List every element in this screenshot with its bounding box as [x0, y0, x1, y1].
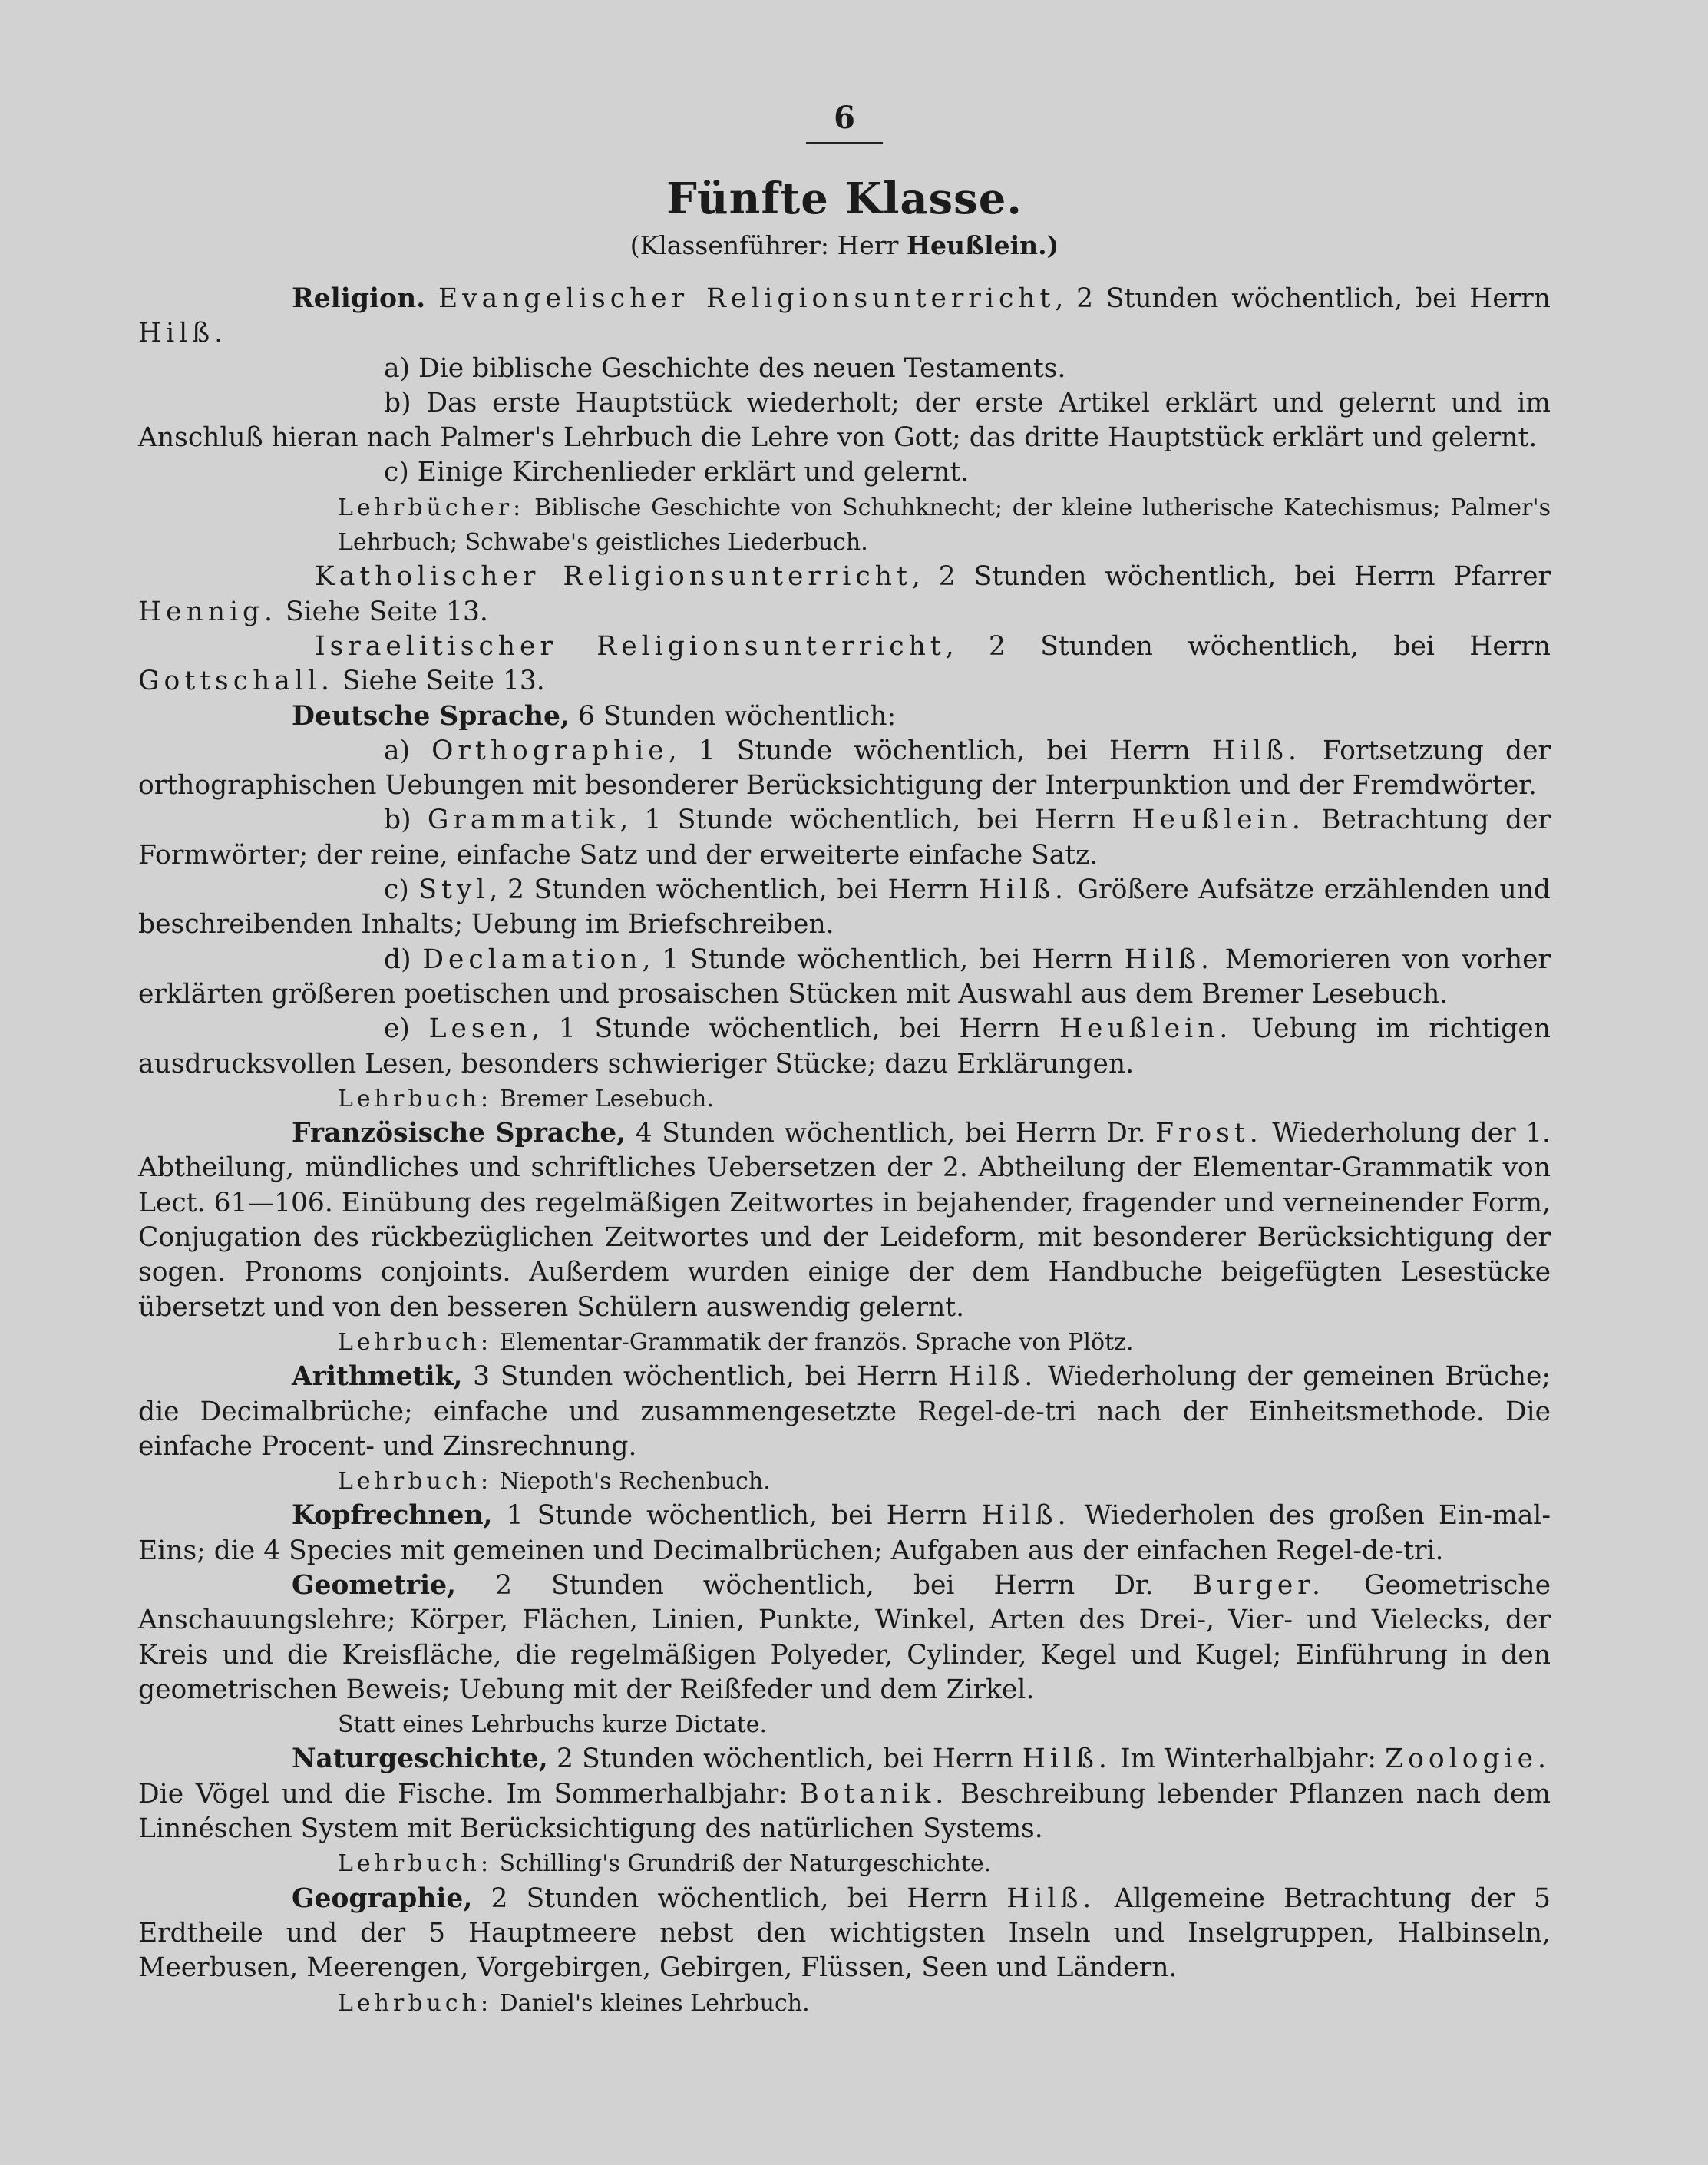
- arithmetic-textbook: [138, 1464, 1551, 1499]
- geography-textbook: [138, 1986, 1551, 2021]
- teacher-name: Hilß.: [1124, 944, 1214, 975]
- section-mental-arithmetic: [138, 1499, 1551, 1568]
- textbook-text: Daniel's kleines Lehrbuch.: [492, 1989, 810, 2017]
- natural-history-heading: [138, 1742, 1551, 1846]
- german-item-a: [138, 734, 1551, 804]
- religion-item-c: c) Einige Kirchenlieder erklärt und gelernt.: [384, 457, 970, 488]
- religion-heading: [138, 282, 1551, 352]
- teacher-name: Heußlein.: [1132, 805, 1305, 836]
- german-item-d: [138, 943, 1551, 1013]
- course-hours: , 2 Stunden wöchentlich, bei Herrn Pfarrer: [911, 561, 1551, 593]
- israelite-religion: [138, 630, 1551, 699]
- course-description: Beschreibung lebender Pflanzen nach dem Linnéschen System mit Berücksichtigung des natürlichen Systems.: [138, 1778, 1551, 1845]
- geometry-heading: [138, 1568, 1551, 1707]
- course-description: Wiederholung der 1. Abtheilung, mündliches und schriftliches Uebersetzen der 2. Abtheilung der Elementar-Grammatik von Lect. 61—106. Einübung des regelmäßigen Zeitwortes in bejahender, fragender und verneinender Form, Conjugation des rückbezüglichen Zeitwortes und der Leideform, mit besonderer Berücksichtigung der sogen. Pronoms conjoints. Außerdem wurden einige der dem Handbuche beigefügten Lesestücke übersetzt und von den besseren Schülern auswendig gelernt.: [138, 1118, 1551, 1323]
- item-marker: d): [384, 944, 423, 975]
- catholic-religion: [138, 560, 1551, 630]
- natural-history-textbook: [138, 1846, 1551, 1881]
- class-leader-prefix: (Klassenführer: Herr: [629, 230, 907, 260]
- section-religion: [138, 282, 1551, 699]
- item-marker: a): [384, 735, 432, 766]
- subject-label: Geographie,: [292, 1882, 473, 1914]
- german-item-e: [138, 1012, 1551, 1082]
- course-hours: , 1 Stunde wöchentlich, bei Herrn: [642, 944, 1125, 975]
- class-leader-name: Heußlein.): [906, 230, 1059, 260]
- section-french: [138, 1116, 1551, 1360]
- section-geography: [138, 1882, 1551, 2021]
- german-item-c: [138, 873, 1551, 943]
- french-textbook: [138, 1325, 1551, 1360]
- page-number-rule: [806, 142, 883, 144]
- french-heading: [138, 1116, 1551, 1325]
- teacher-name: Hilß.: [948, 1361, 1038, 1393]
- teacher-name: Hilß.: [1211, 735, 1301, 766]
- item-marker: b): [384, 805, 428, 836]
- course-description: Im Winterhalbjahr:: [1111, 1744, 1386, 1775]
- subject-label: Deutsche Sprache,: [292, 700, 570, 732]
- course-name: Evangelischer Religionsunterricht: [438, 283, 1056, 314]
- course-name: Katholischer Religionsunterricht: [315, 561, 912, 593]
- textbook-label: Lehrbücher:: [338, 494, 525, 521]
- religion-item-b: b) Das erste Hauptstück wiederholt; der erste Artikel erklärt und gelernt und im Anschluß hieran nach Palmer's Lehrbuch die Lehre von Gott; das dritte Hauptstück erklärt und gelernt.: [138, 387, 1551, 454]
- item-text: Größere Aufsätze erzählenden und beschreibenden Inhalts; Uebung im Briefschreiben.: [138, 874, 1551, 940]
- course-name: Declamation: [422, 944, 643, 975]
- course-hours: 1 Stunde wöchentlich, bei Herrn: [492, 1500, 982, 1532]
- course-description: Die Vögel und die Fische. Im Sommerhalbjahr:: [138, 1778, 800, 1810]
- teacher-name: Hilß.: [1006, 1882, 1096, 1914]
- subject-label: Naturgeschichte,: [292, 1744, 548, 1775]
- section-arithmetic: [138, 1360, 1551, 1499]
- class-title: Fünfte Klasse.: [666, 174, 1022, 224]
- course-description: Allgemeine Betrachtung der 5 Erdtheile und der 5 Hauptmeere nebst den wichtigsten Inseln und Inselgruppen, Halbinseln, Meerbusen, Meerengen, Vorgebirgen, Gebirgen, Flüssen, Seen und Ländern.: [138, 1882, 1551, 1984]
- item-marker: e): [384, 1013, 429, 1045]
- course-description: Wiederholung der gemeinen Brüche; die Decimalbrüche; einfache und zusammengesetzte Regel-de-tri nach der Einheitsmethode. Die einfache Procent- und Zinsrechnung.: [138, 1361, 1551, 1462]
- subject-label: Arithmetik,: [292, 1361, 463, 1393]
- teacher-name: Hennig.: [138, 596, 278, 627]
- religion-item-a: a) Die biblische Geschichte des neuen Testaments.: [384, 352, 1066, 384]
- course-name: Israelitischer Religionsunterricht: [315, 630, 946, 662]
- class-leader: [138, 230, 1551, 260]
- course-hours: 2 Stunden wöchentlich, bei Herrn: [472, 1882, 1007, 1914]
- item-text: Uebung im richtigen ausdrucksvollen Lesen, besonders schwieriger Stücke; dazu Erklärungen.: [138, 1013, 1551, 1079]
- course-hours: , 1 Stunde wöchentlich, bei Herrn: [531, 1013, 1059, 1045]
- course-hours: 3 Stunden wöchentlich, bei Herrn: [462, 1361, 949, 1393]
- see-reference: Siehe Seite 13.: [277, 596, 488, 627]
- course-hours: , 2 Stunden wöchentlich, bei Herrn: [489, 874, 979, 906]
- subject-label: Religion.: [292, 283, 426, 314]
- textbook-label: Lehrbuch:: [338, 1085, 493, 1112]
- section-natural-history: [138, 1742, 1551, 1881]
- item-marker: c): [384, 874, 419, 906]
- german-textbook: [138, 1082, 1551, 1116]
- course-hours: , 1 Stunde wöchentlich, bei Herrn: [668, 735, 1212, 766]
- teacher-name: Hilß.: [981, 1500, 1071, 1532]
- geometry-note: Statt eines Lehrbuchs kurze Dictate.: [338, 1711, 768, 1739]
- page-number: 6: [834, 100, 855, 136]
- textbook-label: Lehrbuch:: [338, 1468, 493, 1496]
- course-name: Lesen: [428, 1013, 532, 1045]
- teacher-name: Frost.: [1155, 1118, 1263, 1149]
- course-hours: 4 Stunden wöchentlich, bei Herrn Dr.: [626, 1118, 1155, 1149]
- textbook-label: Lehrbuch:: [338, 1328, 493, 1356]
- teacher-name: Burger.: [1192, 1569, 1325, 1601]
- german-heading: [138, 699, 1551, 734]
- see-reference: Siehe Seite 13.: [333, 666, 545, 697]
- mental-arithmetic-heading: [138, 1499, 1551, 1568]
- item-text: Betrachtung der Formwörter; der reine, einfache Satz und der erweiterte einfache Satz.: [138, 805, 1551, 871]
- course-hours: 2 Stunden wöchentlich, bei Herrn Dr.: [456, 1569, 1193, 1601]
- teacher-name: Gottschall.: [138, 666, 334, 697]
- course-hours: , 1 Stunde wöchentlich, bei Herrn: [619, 805, 1132, 836]
- section-geometry: [138, 1568, 1551, 1742]
- subject-label: Französische Sprache,: [292, 1118, 626, 1149]
- german-item-b: [138, 803, 1551, 873]
- course-hours: 6 Stunden wöchentlich:: [569, 700, 897, 732]
- teacher-name: Heußlein.: [1059, 1013, 1233, 1045]
- topic-zoology: Zoologie.: [1385, 1744, 1551, 1775]
- textbook-text: Schilling's Grundriß der Naturgeschichte.: [492, 1850, 992, 1878]
- course-description: Wiederholen des großen Ein-mal-Eins; die 4 Species mit gemeinen und Decimalbrüchen; Aufgaben aus der einfachen Regel-de-tri.: [138, 1500, 1551, 1566]
- textbook-text: Bremer Lesebuch.: [492, 1085, 714, 1112]
- course-hours: , 2 Stunden wöchentlich, bei Herrn: [945, 630, 1551, 662]
- item-text: Memorieren von vorher erklärten größeren poetischen und prosaischen Stücken mit Auswahl aus dem Bremer Lesebuch.: [138, 944, 1551, 1010]
- course-hours: 2 Stunden wöchentlich, bei Herrn: [547, 1744, 1022, 1775]
- page-content: [138, 100, 1551, 2021]
- textbook-label: Lehrbuch:: [338, 1850, 493, 1878]
- textbook-text: Biblische Geschichte von Schuhknecht; der kleine lutherische Katechismus; Palmer's Lehrbuch; Schwabe's geistliches Liederbuch.: [338, 494, 1551, 557]
- course-hours: , 2 Stunden wöchentlich, bei Herrn: [1055, 283, 1551, 314]
- subject-label: Geometrie,: [292, 1569, 457, 1601]
- section-german: [138, 699, 1551, 1117]
- teacher-name: Hilß.: [1022, 1744, 1112, 1775]
- religion-textbooks: [138, 491, 1551, 560]
- topic-botany: Botanik.: [799, 1778, 949, 1810]
- textbook-label: Lehrbuch:: [338, 1989, 493, 2017]
- course-name: Styl: [418, 874, 490, 906]
- teacher-name: Hilß.: [978, 874, 1068, 906]
- subject-label: Kopfrechnen,: [292, 1500, 493, 1532]
- geography-heading: [138, 1882, 1551, 1986]
- course-description: Geometrische Anschauungslehre; Körper, Flächen, Linien, Punkte, Winkel, Arten des Drei-, Vier- und Vielecks, der Kreis und die Kreisfläche, die regelmäßigen Polyeder, Cylinder, Kegel und Kugel; Einführung in den geometrischen Beweis; Uebung mit der Reißfeder und dem Zirkel.: [138, 1569, 1551, 1705]
- teacher-name: Hilß.: [138, 318, 228, 349]
- item-text: Fortsetzung der orthographischen Uebungen mit besonderer Berücksichtigung der Interpunktion und der Fremdwörter.: [138, 735, 1551, 802]
- course-name: Orthographie: [431, 735, 669, 766]
- textbook-text: Niepoth's Rechenbuch.: [492, 1468, 771, 1496]
- course-name: Grammatik: [427, 805, 620, 836]
- textbook-text: Elementar-Grammatik der französ. Sprache von Plötz.: [492, 1328, 1134, 1356]
- arithmetic-heading: [138, 1360, 1551, 1464]
